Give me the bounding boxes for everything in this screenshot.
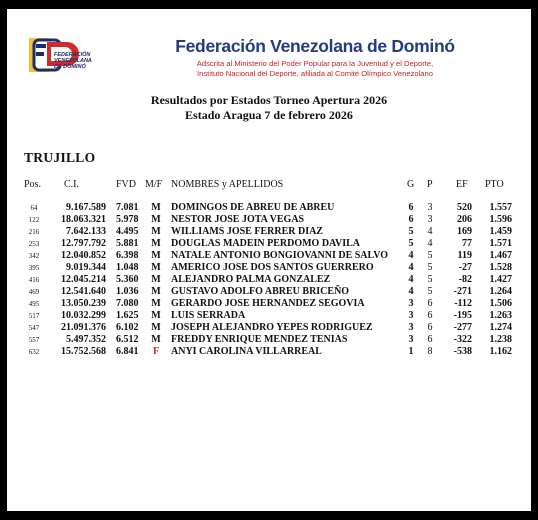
- cell-ef: 77: [462, 238, 472, 249]
- cell-pos: 547: [28, 324, 40, 332]
- table-row: [0, 334, 538, 346]
- table-row: [0, 286, 538, 298]
- cell-fvd: 5.360: [116, 274, 139, 285]
- table-row: [0, 214, 538, 226]
- cell-p: 4: [427, 226, 433, 237]
- cell-mf: M: [151, 322, 161, 333]
- cell-ci: 9.019.344: [66, 262, 106, 273]
- cell-fvd: 6.841: [116, 346, 139, 357]
- cell-ci: 12.541.640: [61, 286, 106, 297]
- cell-ci: 18.063.321: [61, 214, 106, 225]
- cell-ef: 206: [457, 214, 472, 225]
- cell-pos: 216: [28, 228, 40, 236]
- cell-g: 3: [408, 334, 414, 345]
- col-header-fvd: FVD: [116, 179, 137, 190]
- bottom-border: [0, 511, 538, 520]
- cell-pos: 395: [28, 264, 40, 272]
- cell-ef: -195: [453, 310, 472, 321]
- cell-name: JOSEPH ALEJANDRO YEPES RODRIGUEZ: [171, 322, 373, 333]
- cell-p: 5: [427, 286, 433, 297]
- cell-ci: 5.497.352: [66, 334, 106, 345]
- col-header-p: P: [427, 179, 433, 190]
- cell-name: FREDDY ENRIQUE MENDEZ TENIAS: [171, 334, 348, 345]
- cell-pto: 1.571: [489, 238, 512, 249]
- cell-g: 5: [408, 226, 414, 237]
- table-row: [0, 322, 538, 334]
- cell-pto: 1.264: [489, 286, 512, 297]
- logo-text-line: FEDERACIÓN: [54, 52, 91, 58]
- cell-fvd: 1.036: [116, 286, 139, 297]
- cell-pos: 122: [28, 216, 40, 224]
- cell-pto: 1.506: [489, 298, 512, 309]
- cell-ci: 13.050.239: [61, 298, 106, 309]
- cell-ci: 7.642.133: [66, 226, 106, 237]
- cell-name: DOUGLAS MADEIN PERDOMO DAVILA: [171, 238, 360, 249]
- cell-pto: 1.459: [489, 226, 512, 237]
- cell-ef: -322: [453, 334, 472, 345]
- col-header-ci: C.I.: [64, 179, 79, 190]
- cell-fvd: 6.512: [116, 334, 139, 345]
- cell-g: 3: [408, 310, 414, 321]
- cell-fvd: 5.881: [116, 238, 139, 249]
- col-header-mf: M/F: [145, 179, 163, 190]
- cell-mf: M: [151, 310, 161, 321]
- cell-pos: 632: [28, 348, 40, 356]
- cell-mf: M: [151, 238, 161, 249]
- cell-pto: 1.263: [489, 310, 512, 321]
- col-header-g: G: [407, 179, 415, 190]
- cell-fvd: 5.978: [116, 214, 139, 225]
- cell-pos: 342: [28, 252, 40, 260]
- cell-ef: 119: [457, 250, 472, 261]
- cell-name: LUIS SERRADA: [171, 310, 246, 321]
- cell-p: 6: [427, 310, 433, 321]
- cell-ci: 12.045.214: [61, 274, 106, 285]
- cell-pto: 1.238: [489, 334, 512, 345]
- cell-name: DOMINGOS DE ABREU DE ABREU: [171, 202, 335, 213]
- cell-g: 4: [408, 250, 414, 261]
- table-row: [0, 274, 538, 286]
- cell-p: 5: [427, 262, 433, 273]
- cell-g: 4: [408, 286, 414, 297]
- cell-ef: -538: [453, 346, 472, 357]
- cell-name: ALEJANDRO PALMA GONZALEZ: [171, 274, 331, 285]
- cell-p: 8: [427, 346, 433, 357]
- cell-ef: 520: [457, 202, 472, 213]
- table-row: [0, 262, 538, 274]
- cell-fvd: 4.495: [116, 226, 139, 237]
- event-title: Estado Aragua 7 de febrero 2026: [185, 108, 353, 122]
- subtitle-line-1: Adscrita al Ministerio del Poder Popular para la Juventud y el Deporte,: [196, 59, 434, 68]
- cell-ci: 10.032.299: [61, 310, 106, 321]
- cell-pto: 1.274: [489, 322, 512, 333]
- cell-mf: M: [151, 250, 161, 261]
- cell-pos: 517: [28, 312, 40, 320]
- cell-mf: M: [151, 226, 161, 237]
- cell-pto: 1.528: [489, 262, 512, 273]
- cell-p: 3: [427, 214, 433, 225]
- cell-pos: 64: [30, 204, 38, 212]
- cell-fvd: 6.398: [116, 250, 139, 261]
- table-row: [0, 250, 538, 262]
- cell-ci: 9.167.589: [66, 202, 106, 213]
- cell-fvd: 6.102: [116, 322, 139, 333]
- cell-pto: 1.557: [489, 202, 512, 213]
- logo-text: [54, 52, 114, 70]
- state-heading: TRUJILLO: [24, 150, 96, 165]
- cell-pos: 416: [28, 276, 40, 284]
- cell-pos: 253: [28, 240, 40, 248]
- cell-g: 5: [408, 238, 414, 249]
- cell-mf: M: [151, 214, 161, 225]
- table-row: [0, 202, 538, 214]
- cell-mf: M: [151, 202, 161, 213]
- cell-fvd: 7.080: [116, 298, 139, 309]
- federation-subtitle: [124, 59, 506, 78]
- subtitle-line-2: Instituto Nacional del Deporte, afiliada al Comité Olímpico Venezolano: [197, 68, 433, 78]
- cell-p: 5: [427, 250, 433, 261]
- cell-g: 6: [408, 202, 414, 213]
- cell-ef: -277: [453, 322, 472, 333]
- col-header-pto: PTO: [485, 179, 504, 190]
- cell-ci: 12.040.852: [61, 250, 106, 261]
- cell-p: 6: [427, 322, 433, 333]
- cell-g: 1: [408, 346, 414, 357]
- cell-pto: 1.467: [489, 250, 512, 261]
- cell-ef: -27: [458, 262, 472, 273]
- table-row: [0, 226, 538, 238]
- cell-ef: -271: [453, 286, 472, 297]
- cell-mf: M: [151, 262, 161, 273]
- cell-p: 5: [427, 274, 433, 285]
- top-border: [0, 0, 538, 9]
- cell-name: ANYI CAROLINA VILLARREAL: [171, 346, 322, 357]
- cell-name: GERARDO JOSE HERNANDEZ SEGOVIA: [171, 298, 365, 309]
- cell-fvd: 1.048: [116, 262, 139, 273]
- table-row: [0, 346, 538, 358]
- cell-p: 6: [427, 334, 433, 345]
- cell-fvd: 7.081: [116, 202, 139, 213]
- cell-pos: 469: [28, 288, 40, 296]
- cell-ci: 15.752.568: [61, 346, 106, 357]
- cell-p: 4: [427, 238, 433, 249]
- col-header-name: NOMBRES y APELLIDOS: [171, 179, 284, 190]
- federation-title: Federación Venezolana de Dominó: [175, 36, 455, 56]
- cell-g: 4: [408, 262, 414, 273]
- logo-text-line: VENEZOLANA: [54, 58, 92, 64]
- logo-text-line: DE DOMINÓ: [54, 64, 86, 70]
- cell-pto: 1.162: [489, 346, 512, 357]
- results-title: Resultados por Estados Torneo Apertura 2026: [150, 93, 388, 107]
- cell-pto: 1.596: [489, 214, 512, 225]
- cell-mf: F: [152, 346, 160, 357]
- col-header-pos: Pos.: [24, 179, 41, 190]
- cell-g: 4: [408, 274, 414, 285]
- cell-pto: 1.427: [489, 274, 512, 285]
- cell-name: AMERICO JOSE DOS SANTOS GUERRERO: [171, 262, 374, 273]
- table-row: [0, 238, 538, 250]
- cell-ef: -82: [458, 274, 472, 285]
- cell-ci: 12.797.792: [61, 238, 106, 249]
- cell-name: WILLIAMS JOSE FERRER DIAZ: [171, 226, 323, 237]
- cell-pos: 557: [28, 336, 40, 344]
- cell-mf: M: [151, 334, 161, 345]
- cell-pos: 495: [28, 300, 40, 308]
- cell-mf: M: [151, 298, 161, 309]
- cell-name: NESTOR JOSE JOTA VEGAS: [171, 214, 305, 225]
- cell-name: GUSTAVO ADOLFO ABREU BRICEÑO: [171, 286, 350, 297]
- cell-ci: 21.091.376: [61, 322, 106, 333]
- cell-ef: 169: [457, 226, 472, 237]
- cell-p: 3: [427, 202, 433, 213]
- table-row: [0, 298, 538, 310]
- cell-g: 3: [408, 322, 414, 333]
- cell-mf: M: [151, 274, 161, 285]
- col-header-ef: EF: [456, 179, 468, 190]
- cell-fvd: 1.625: [116, 310, 139, 321]
- cell-g: 3: [408, 298, 414, 309]
- cell-mf: M: [151, 286, 161, 297]
- cell-name: NATALE ANTONIO BONGIOVANNI DE SALVO: [171, 250, 389, 261]
- cell-p: 6: [427, 298, 433, 309]
- cell-g: 6: [408, 214, 414, 225]
- table-row: [0, 310, 538, 322]
- cell-ef: -112: [454, 298, 472, 309]
